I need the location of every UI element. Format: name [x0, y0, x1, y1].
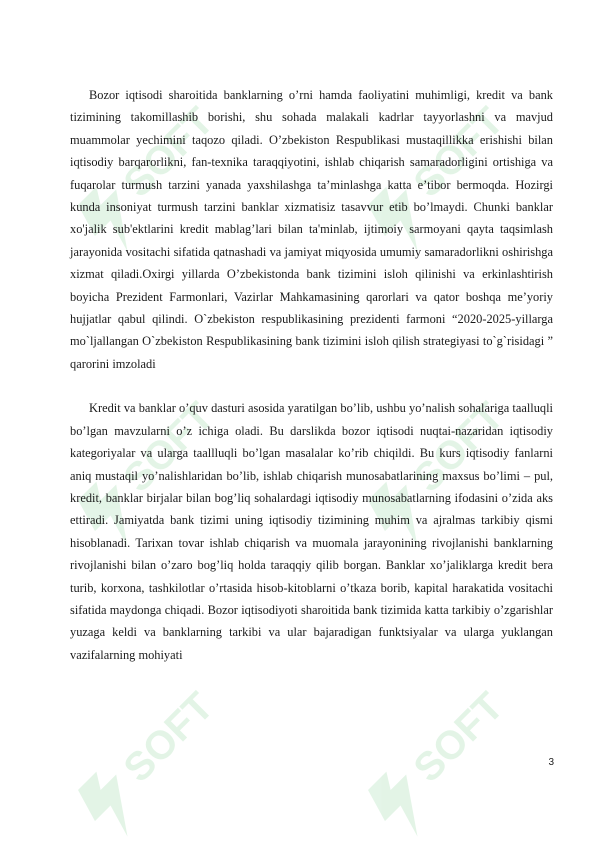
page-number: 3 — [548, 757, 554, 768]
watermark-logo-6 — [361, 681, 526, 842]
watermark: SOFT — [0, 0, 596, 842]
paragraph-credit-banks: Kredit va banklar o’quv dasturi asosida yaratilgan bo’lib, ushbu yo’nalish sohalariga taalluqli bo’lgan mavzularni o’z ichiga oladi. Bu darslikda bozor iqtisodi nuqtai-nazaridan iqtisodiy kategoriyalar va ularga taallluqli bo’lgan masalalar ko’rib chiqildi. Bu kurs iqtisodiy fanlarni aniq mustaqil yo’nalishlaridan bo’lib, ishlab chiqarish munosabatlarining maxsus bo’limi – pul, kredit, banklar birjalar bilan bog’liq sohalardagi iqtisodiy munosabatlarning ifodasini o’zida aks ettiradi. Jamiyatda bank tizimi uning iqtisodiy tizimining muhim va ajralmas tarkibiy qismi hisoblanadi. Tarixan tovar ishlab chiqarish va muomala jarayonining rivojlanishi banklarning rivojlanishi bilan o’zaro bog’liq holda taraqqiy qilib borgan. Banklar xo’jaliklarga kredit bera turib, korxona, tashkilotlar o’rtasida hisob-kitoblarni o’tkaza borib, kapital harakatida vositachi sifatida maydonga chiqadi. Bozor iqtisodiyoti sharoitida bank tizimida katta tarkibiy o’zgarishlar yuzaga keldi va banklarning tarkibi va ular bajaradigan funktsiyalar va ularga yuklangan vazifalarning mohiyati — [70, 401, 553, 662]
paragraph-intro: Bozor iqtisodi sharoitida banklarning o’rni hamda faoliyatini muhimligi, kredit va bank tizimining takomillashib borishi, shu sohada malakali kadrlar tayyorlashni va mavjud muammolar yechimini taqozo qiladi. O’zbekiston Respublikasi mustaqillikka erishishi bilan iqtisodiy barqarorlikni, fan-texnika taraqqiyotini, ishlab chiqarish samaradorligini ortishiga va fuqarolar turmush tarzini yanada yaxshilashga ta’minlashga katta e’tibor bermoqda. Hozirgi kunda insoniyat turmush tarzini banklar xizmatisiz tasavvur etib bo’lmaydi. Chunki banklar xo'jalik sub'ektlarini kredit mablag’lari bilan ta'minlab, ijtimoiy sarmoyani qayta taqsimlash jarayonida vositachi sifatida qatnashadi va jamiyat miqyosida umumiy samaradorlikni oshirishga xizmat qiladi.Oxirgi yillarda O’zbekistonda bank tizimini isloh qilinishi va erkinlashtirish boyicha Prezident Farmonlari, Vazirlar Mahkamasining qarorlari va qator boshqa me’yoriy hujjatlar qabul qilindi. O`zbekiston respublikasining prezidenti farmoni “2020-2025-yillarga mo`ljallangan O`zbekiston Respublikasining bank tizimini isloh qilish strategiyasi to`g`risidagi ” qarorini imzoladi — [70, 88, 553, 371]
watermark-logo-5 — [71, 681, 236, 842]
document-body — [70, 84, 553, 666]
paragraph-spacer — [70, 375, 553, 397]
